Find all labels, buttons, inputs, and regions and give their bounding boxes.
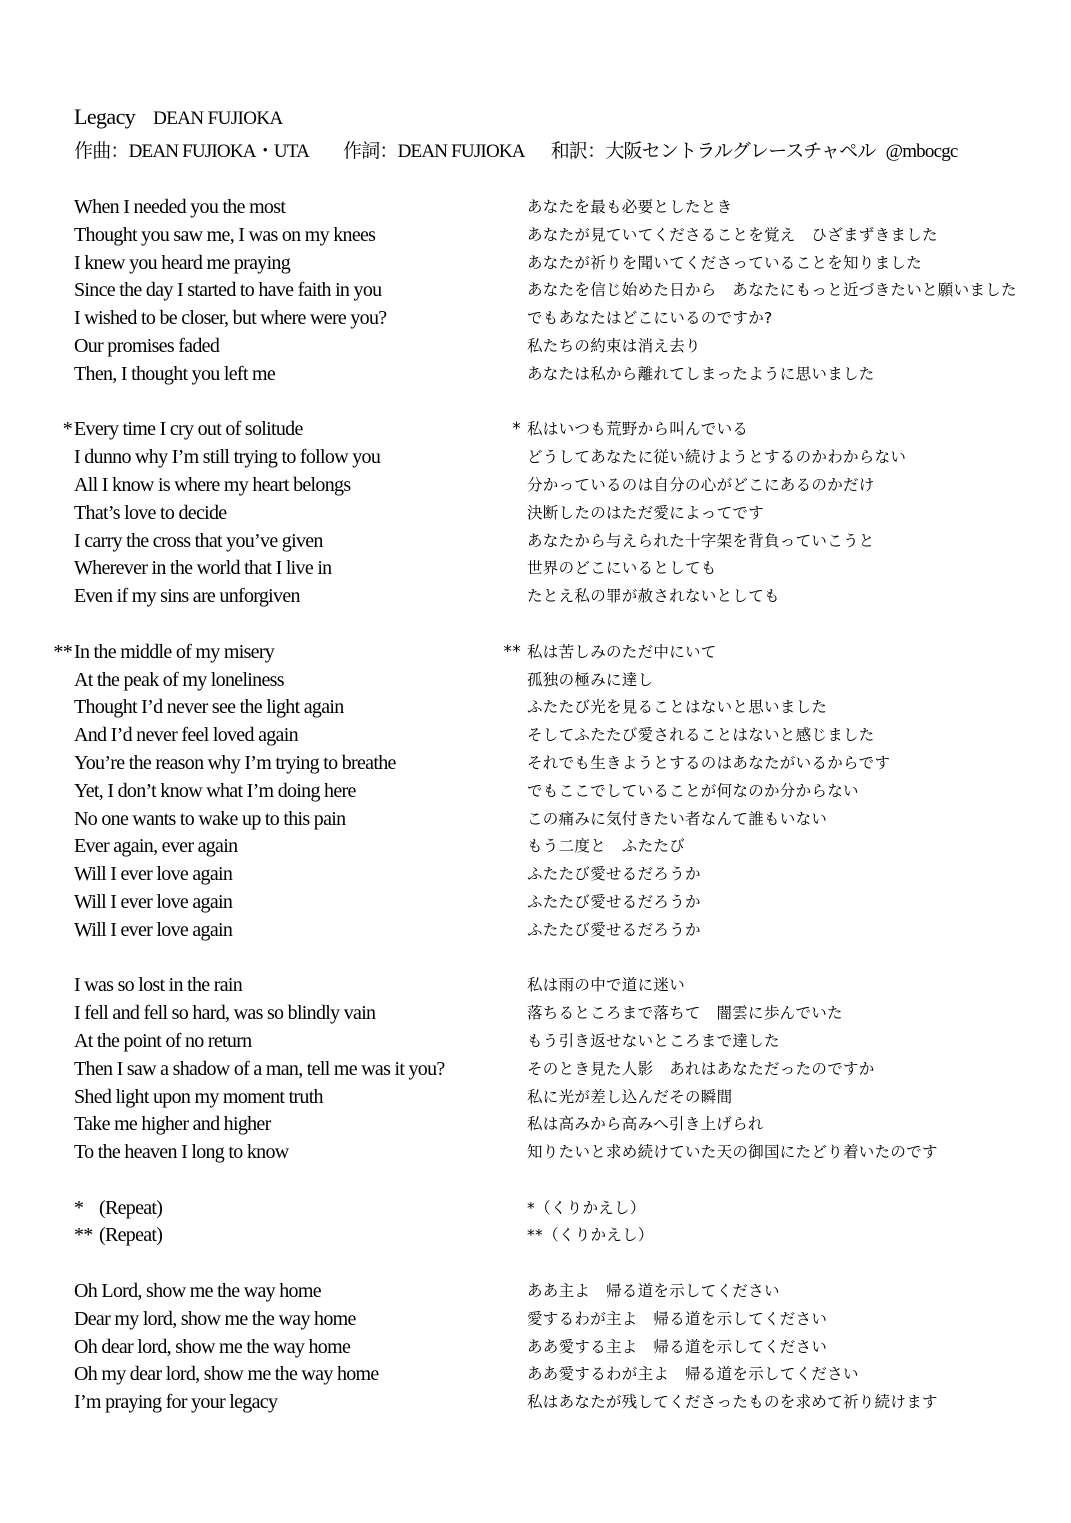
lyric-line: * Every time I cry out of solitude: [74, 416, 514, 444]
lyric-line: I fell and fell so hard, was so blindly vain: [74, 1002, 376, 1025]
lyric-line-ja: ああ愛するわが主よ 帰る道を示してください: [527, 1365, 859, 1384]
lyric-line-ja: それでも生きようとするのはあなたがいるからです: [527, 753, 891, 772]
composer-credit: 作曲：DEAN FUJIOKA・UTA: [74, 141, 310, 162]
verse-2-en: [74, 972, 514, 1167]
lyric-line-ja: * 私はいつも荒野から叫んでいる: [527, 416, 1047, 444]
chorus-1-marker: *: [62, 418, 72, 441]
lyric-line-ja: 知りたいと求め続けていた天の御国にたどり着いたのです: [527, 1143, 938, 1162]
lyric-line: I dunno why I’m still trying to follow you: [74, 446, 381, 469]
lyric-line-ja: たとえ私の罪が赦されないとしても: [527, 587, 780, 606]
lyric-line-ja: あなたが見ていてくださることを覚え ひざまずきました: [527, 225, 938, 244]
lyric-line-ja: そしてふたたび愛されることはないと感じました: [527, 726, 875, 745]
lyric-line: Yet, I don’t know what I’m doing here: [74, 779, 356, 802]
repeat-label: (Repeat): [99, 1196, 163, 1219]
lyric-line: Will I ever love again: [74, 863, 233, 886]
japanese-lyrics-column: [503, 194, 1047, 1417]
lyric-line: No one wants to wake up to this pain: [74, 807, 346, 830]
lyric-line: Thought I’d never see the light again: [74, 696, 344, 719]
repeat-line-ja: **（くりかえし）: [527, 1226, 654, 1245]
lyric-line-ja: 私はあなたが残してくださったものを求めて祈り続けます: [527, 1393, 938, 1412]
lyric-line: ** In the middle of my misery: [74, 639, 514, 667]
chorus-2-ja: [503, 639, 1047, 945]
lyric-line: And I’d never feel loved again: [74, 724, 298, 747]
repeat-markers-ja: [527, 1195, 1047, 1251]
lyric-line: All I know is where my heart belongs: [74, 473, 351, 496]
credits-line: [74, 136, 958, 163]
lyric-line: Our promises faded: [74, 334, 220, 357]
lyric-line: Will I ever love again: [74, 918, 233, 941]
lyric-line: I carry the cross that you’ve given: [74, 529, 323, 552]
lyric-line-ja: どうしてあなたに従い続けようとするのかわからない: [527, 448, 907, 467]
chorus-1-ja: [512, 416, 1047, 611]
chorus-2-marker-ja: **: [503, 641, 521, 662]
lyric-line-ja: でもここでしていることが何なのか分からない: [527, 781, 859, 800]
lyric-line: Even if my sins are unforgiven: [74, 585, 300, 608]
chorus-2-en: [53, 639, 514, 945]
lyric-line: Then I saw a shadow of a man, tell me was it you?: [74, 1057, 445, 1080]
outro-ja: [527, 1278, 1047, 1417]
song-title: Legacy: [74, 104, 136, 129]
lyric-line-ja: ふたたび愛せるだろうか: [527, 920, 701, 939]
chorus-2-marker: **: [53, 640, 72, 663]
lyric-line: I was so lost in the rain: [74, 974, 243, 997]
lyric-line-ja: 私に光が差し込んだその瞬間: [527, 1087, 733, 1106]
lyric-line: Take me higher and higher: [74, 1113, 271, 1136]
lyric-line: Oh my dear lord, show me the way home: [74, 1363, 379, 1386]
lyricist-credit: 作詞：DEAN FUJIOKA: [343, 141, 525, 162]
repeat-line: [74, 1222, 514, 1250]
lyric-line-ja: あなたを最も必要としたとき: [527, 198, 733, 216]
lyric-line: Since the day I started to have faith in you: [74, 279, 382, 302]
lyric-line: Thought you saw me, I was on my knees: [74, 223, 376, 246]
repeat-line-ja: *（くりかえし）: [527, 1198, 646, 1217]
chorus-1-en: [62, 416, 514, 611]
lyric-line-ja: もう二度と ふたたび: [527, 837, 686, 856]
lyric-line: That’s love to decide: [74, 501, 227, 524]
lyric-line: Will I ever love again: [74, 890, 233, 913]
repeat-marker: **: [74, 1224, 93, 1247]
lyric-line-ja: ** 私は苦しみのただ中にいて: [527, 639, 1047, 667]
song-header: [74, 104, 283, 130]
chorus-1-marker-ja: *: [512, 419, 521, 440]
lyric-line-ja: 愛するわが主よ 帰る道を示してください: [527, 1309, 828, 1328]
translator-credit: 和訳：大阪セントラルグレースチャペル: [550, 141, 876, 162]
lyric-line-ja: この痛みに気付きたい者なんて誰もいない: [527, 809, 828, 828]
lyric-line-ja: ふたたび愛せるだろうか: [527, 865, 701, 884]
lyric-line: To the heaven I long to know: [74, 1141, 289, 1164]
lyric-line: Shed light upon my moment truth: [74, 1085, 323, 1108]
lyric-line-ja: もう引き返せないところまで達した: [527, 1031, 780, 1050]
lyric-line-ja: 分かっているのは自分の心がどこにあるのかだけ: [527, 475, 875, 494]
lyric-line-ja: 私は高みから高みへ引き上げられ: [527, 1115, 764, 1134]
lyric-line: Dear my lord, show me the way home: [74, 1307, 356, 1330]
lyric-line: I knew you heard me praying: [74, 251, 291, 274]
lyric-line-ja: 世界のどこにいるとしても: [527, 559, 717, 578]
lyric-line-ja: そのとき見た人影 あれはあなただったのですか: [527, 1059, 875, 1078]
lyric-line-ja: 私は雨の中で道に迷い: [527, 976, 686, 995]
lyric-line-ja: ああ愛する主よ 帰る道を示してください: [527, 1337, 828, 1356]
lyric-line-ja: あなたが祈りを聞いてくださっていることを知りました: [527, 253, 923, 272]
lyric-line: Oh dear lord, show me the way home: [74, 1335, 351, 1358]
repeat-markers-en: [74, 1195, 514, 1251]
repeat-line: [74, 1195, 514, 1223]
lyric-line-ja: あなたは私から離れてしまったように思いました: [527, 364, 875, 383]
lyric-line: Wherever in the world that I live in: [74, 557, 332, 580]
lyric-line-ja: 落ちるところまで落ちて 闇雲に歩んでいた: [527, 1004, 843, 1023]
translator-handle: @mbocgc: [885, 141, 958, 162]
artist-name: DEAN FUJIOKA: [153, 108, 283, 129]
lyric-line: Oh Lord, show me the way home: [74, 1280, 321, 1303]
lyric-line: You’re the reason why I’m trying to breathe: [74, 751, 396, 774]
verse-1-ja: [527, 194, 1047, 389]
lyric-line: Then, I thought you left me: [74, 362, 276, 385]
lyric-line-ja: ふたたび愛せるだろうか: [527, 892, 701, 911]
lyric-line-ja: ああ主よ 帰る道を示してください: [527, 1282, 780, 1301]
lyric-line-ja: でもあなたはどこにいるのですか?: [527, 309, 773, 328]
repeat-marker: *: [74, 1196, 84, 1219]
verse-2-ja: [527, 972, 1047, 1167]
outro-en: [74, 1278, 514, 1417]
lyric-line-ja: ふたたび光を見ることはないと思いました: [527, 698, 828, 717]
lyric-line: Ever again, ever again: [74, 835, 238, 858]
lyric-line: I’m praying for your legacy: [74, 1391, 278, 1414]
lyric-line-ja: 孤独の極みに達し: [527, 670, 654, 689]
lyric-line: At the peak of my loneliness: [74, 668, 284, 691]
lyric-line-ja: あなたから与えられた十字架を背負っていこうと: [527, 531, 875, 550]
lyric-line-ja: 私たちの約束は消え去り: [527, 336, 701, 355]
lyric-line-ja: あなたを信じ始めた日から あなたにもっと近づきたいと願いました: [527, 281, 1017, 300]
lyric-line: When I needed you the most: [74, 196, 286, 218]
lyric-line: I wished to be closer, but where were you?: [74, 307, 387, 330]
verse-1-en: [74, 194, 514, 389]
lyric-line: At the point of no return: [74, 1029, 252, 1052]
english-lyrics-column: [53, 194, 514, 1417]
lyric-line-ja: 決断したのはただ愛によってです: [527, 503, 765, 522]
repeat-label: (Repeat): [99, 1224, 163, 1247]
